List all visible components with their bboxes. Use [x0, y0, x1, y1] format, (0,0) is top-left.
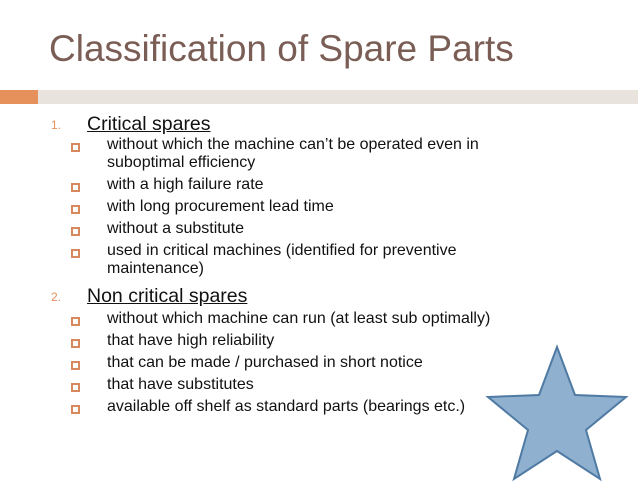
group-heading-critical-spares: Critical spares	[87, 113, 211, 135]
square-bullet-icon	[71, 383, 80, 392]
group-number-2: 2.	[51, 290, 62, 304]
list-item: with a high failure rate	[107, 176, 264, 193]
title-rule-accent	[0, 90, 38, 104]
square-bullet-icon	[71, 205, 80, 214]
list-item: without which the machine can’t be operated even in suboptimal efficiency	[107, 136, 479, 171]
square-bullet-icon	[71, 405, 80, 414]
list-item: with long procurement lead time	[107, 198, 334, 215]
group-number-1: 1.	[51, 118, 62, 132]
star-icon	[483, 343, 631, 483]
list-item: available off shelf as standard parts (bearings etc.)	[107, 398, 466, 415]
list-item: that have high reliability	[107, 332, 275, 349]
square-bullet-icon	[71, 317, 80, 326]
square-bullet-icon	[71, 361, 80, 370]
list-item: without which machine can run (at least sub optimally)	[107, 310, 491, 327]
square-bullet-icon	[71, 143, 80, 152]
slide-title: Classification of Spare Parts	[49, 28, 514, 69]
square-bullet-icon	[71, 249, 80, 258]
list-item: without a substitute	[107, 220, 244, 237]
list-item: used in critical machines (identified for preventive maintenance)	[107, 242, 457, 277]
list-item: that have substitutes	[107, 376, 254, 393]
list-item: that can be made / purchased in short notice	[107, 354, 423, 371]
group-heading-non-critical-spares: Non critical spares	[87, 285, 248, 307]
square-bullet-icon	[71, 183, 80, 192]
square-bullet-icon	[71, 339, 80, 348]
square-bullet-icon	[71, 227, 80, 236]
title-rule	[38, 90, 638, 104]
